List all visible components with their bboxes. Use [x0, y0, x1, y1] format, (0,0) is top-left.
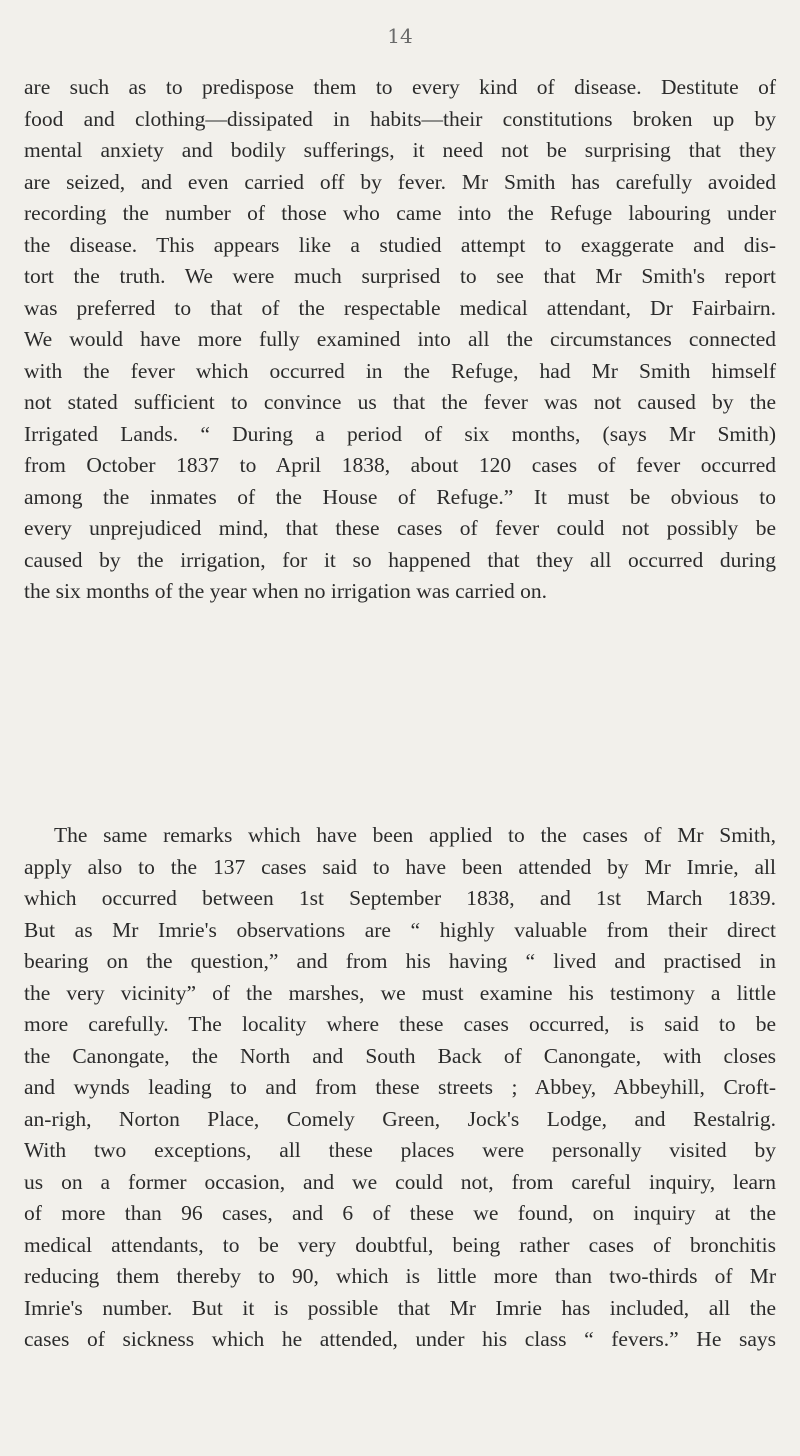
text-line: food and clothing—dissipated in habits—their constitutions broken up by	[24, 106, 776, 131]
text-line: The same remarks which have been applied to the cases of Mr Smith,	[54, 823, 776, 847]
text-line: mental anxiety and bodily sufferings, it need not be surprising that they	[24, 138, 776, 162]
text-line: are seized, and even carried off by fever. Mr Smith has carefully avoided	[24, 169, 776, 194]
text-line: are such as to predispose them to every kind of disease. Destitute of	[24, 75, 776, 99]
text-line: the Canongate, the North and South Back of Canongate, with closes	[24, 1043, 776, 1068]
text-line: the disease. This appears like a studied attempt to exaggerate and dis-	[24, 232, 776, 257]
text-line: the very vicinity” of the marshes, we must examine his testimony a little	[24, 980, 776, 1005]
text-line: cases of sickness which he attended, under his class “ fevers.” He says	[24, 1327, 776, 1351]
text-line: Irrigated Lands. “ During a period of six months, (says Mr Smith)	[24, 421, 776, 446]
text-line: and wynds leading to and from these streets ; Abbey, Abbeyhill, Croft-	[24, 1075, 776, 1099]
text-line: reducing them thereby to 90, which is little more than two-thirds of Mr	[24, 1264, 776, 1288]
text-line: bearing on the question,” and from his having “ lived and practised in	[24, 949, 776, 973]
paragraph-1	[24, 72, 776, 608]
text-line: But as Mr Imrie's observations are “ highly valuable from their direct	[24, 917, 776, 942]
text-line: more carefully. The locality where these cases occurred, is said to be	[24, 1012, 776, 1036]
text-line: the six months of the year when no irrigation was carried on.	[24, 579, 548, 603]
text-line: tort the truth. We were much surprised to see that Mr Smith's report	[24, 264, 776, 288]
text-line: Imrie's number. But it is possible that Mr Imrie has included, all the	[24, 1295, 776, 1320]
text-line: We would have more fully examined into all the circumstances connected	[24, 327, 776, 351]
text-line: caused by the irrigation, for it so happened that they all occurred during	[24, 547, 776, 572]
text-line: an-righ, Norton Place, Comely Green, Jock's Lodge, and Restalrig.	[24, 1106, 776, 1131]
text-line: from October 1837 to April 1838, about 120 cases of fever occurred	[24, 453, 776, 477]
paragraph-2	[24, 820, 776, 1356]
text-line: us on a former occasion, and we could not, from careful inquiry, learn	[24, 1169, 776, 1194]
text-line: With two exceptions, all these places were personally visited by	[24, 1138, 776, 1162]
text-line: recording the number of those who came into the Refuge labouring under	[24, 201, 776, 225]
text-line: among the inmates of the House of Refuge.” It must be obvious to	[24, 484, 776, 509]
text-line: not stated sufficient to convince us that the fever was not caused by the	[24, 390, 776, 414]
text-line: medical attendants, to be very doubtful, being rather cases of bronchitis	[24, 1232, 776, 1257]
text-line: of more than 96 cases, and 6 of these we found, on inquiry at the	[24, 1201, 776, 1225]
text-line: which occurred between 1st September 1838, and 1st March 1839.	[24, 886, 776, 910]
text-line: was preferred to that of the respectable medical attendant, Dr Fairbairn.	[24, 295, 776, 320]
page-number: 14	[387, 24, 413, 48]
text-line: with the fever which occurred in the Refuge, had Mr Smith himself	[24, 358, 776, 383]
text-line: apply also to the 137 cases said to have been attended by Mr Imrie, all	[24, 854, 776, 879]
text-line: every unprejudiced mind, that these cases of fever could not possibly be	[24, 516, 776, 540]
